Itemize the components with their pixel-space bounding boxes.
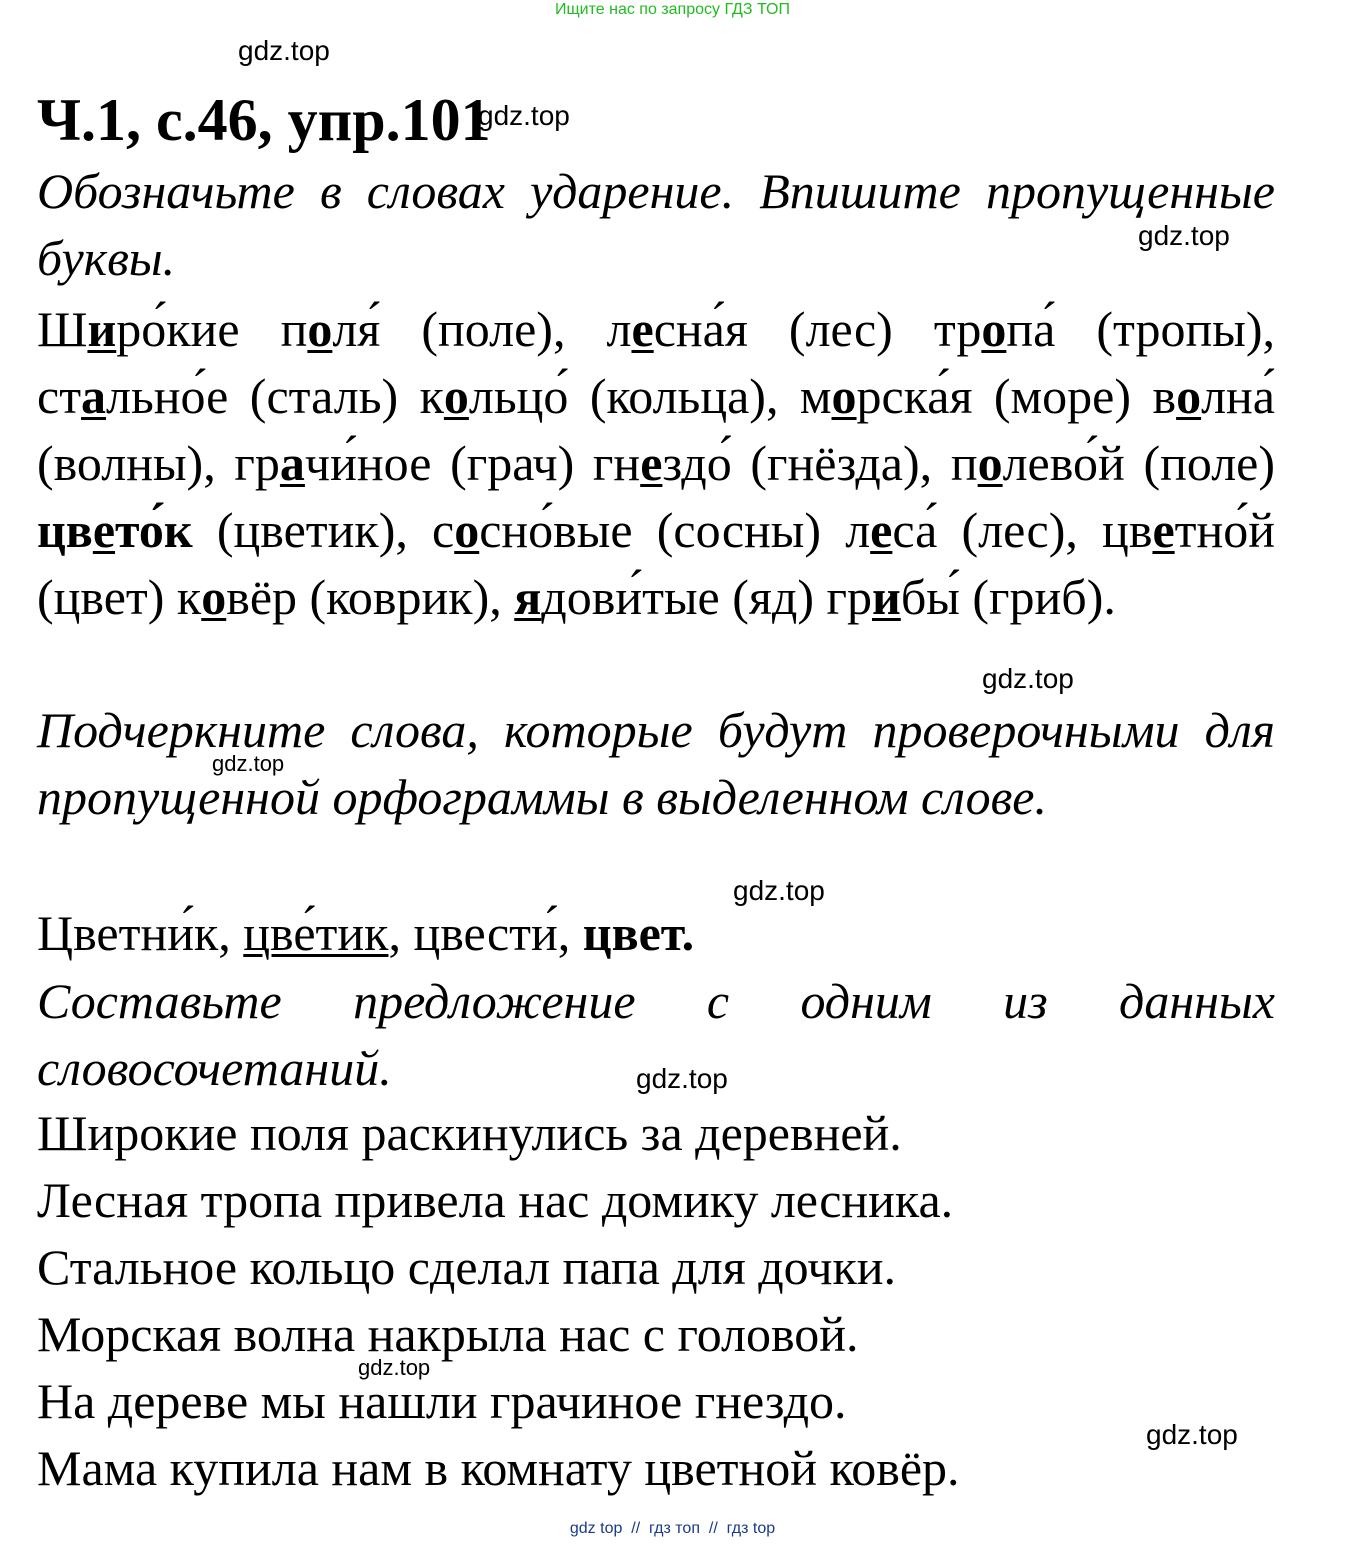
task-instruction-3: Составьте предложение с одним из данных словосочетаний. [37,973,1275,1096]
top-banner: Ищите нас по запросу ГДЗ ТОП [555,1,790,18]
footer: gdz top // гдз топ // гдз top [569,1520,776,1537]
answer-1: Широ́кие поля́ (поле), лесна́я (лес) тропа́ (тропы), стально́е (сталь) кольцо́ (кольца), морска́я (море) волна́ (волны), грачи́ное (грач) гнездо́ (гнёзда), полево́й (поле) цвето́к (цветик), сосно́вые (сосны) леса́ (лес), цветно́й (цвет) ковёр (коврик), ядови́тые (яд) грибы́ (гриб). [37,301,1276,625]
watermark: gdz.top [238,35,330,66]
task-instruction-1: Обозначьте в словах ударение. Впишите пропущенные буквы. [37,163,1275,286]
sentence: Широкие поля раскинулись за деревней. [37,1105,902,1161]
answer-2: Цветни́к, цве́тик, цвести́, цвет. [37,905,695,961]
watermark: gdz.top [1146,1419,1238,1450]
sentences-list [37,1100,1275,1502]
sentence: Морская волна накрыла нас с головой. [37,1306,859,1362]
watermark: gdz.top [982,663,1074,694]
watermark: gdz.top [636,1063,728,1094]
sentence: Лесная тропа привела нас домику лесника. [37,1172,954,1228]
watermark: gdz.top [212,751,285,776]
sentence: Стальное кольцо сделал папа для дочки. [37,1239,897,1295]
watermark: gdz.top [478,100,570,131]
sentence: Мама купила нам в комнату цветной ковёр. [37,1440,960,1496]
task-instruction-2: Подчеркните слова, которые будут проверочными для пропущенной орфограммы в выделенном слове. [37,702,1275,825]
watermark: gdz.top [1138,220,1230,251]
watermark: gdz.top [358,1355,431,1380]
watermark: gdz.top [733,875,825,906]
page-title: Ч.1, с.46, упр.101 [37,87,491,153]
sentence: На дереве мы нашли грачиное гнездо. [37,1373,847,1429]
